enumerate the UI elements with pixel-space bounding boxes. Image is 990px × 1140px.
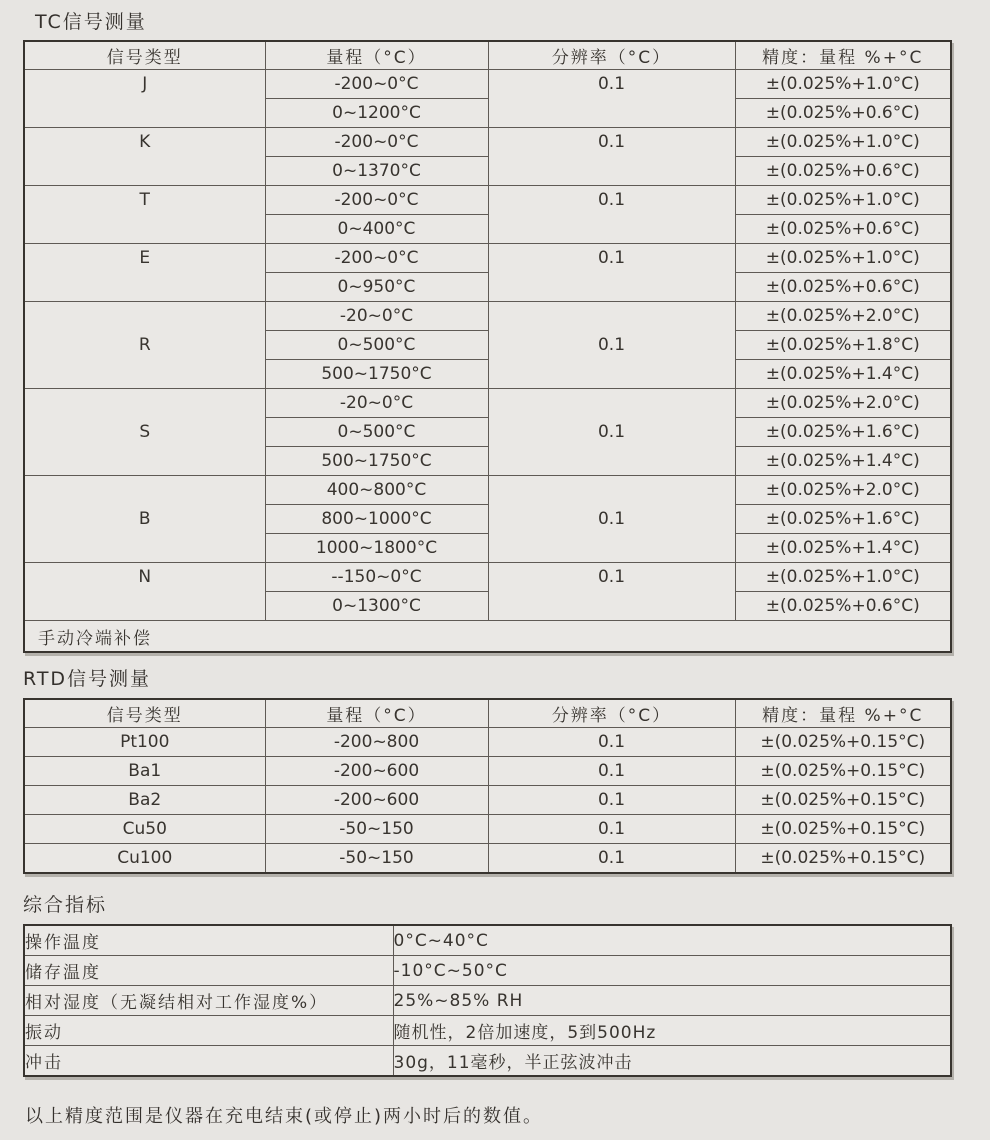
table-row [24,1016,951,1046]
tc-range-cell: 500~1750°C [265,360,488,389]
table-row [24,728,951,757]
rtd-accuracy-cell: ±(0.025%+0.15°C) [735,844,951,874]
accuracy-note: 以上精度范围是仪器在充电结束(或停止)两小时后的数值。 [25,1106,544,1127]
rtd-type-cell: Ba2 [24,786,265,815]
tc-resolution-cell: 0.1 [488,70,735,128]
general-label-cell: 相对湿度（无凝结相对工作湿度%） [24,986,393,1016]
tc-accuracy-cell: ±(0.025%+1.0°C) [735,128,951,157]
table-row [24,186,951,215]
table-row [24,986,951,1016]
tc-resolution-cell: 0.1 [488,186,735,244]
rtd-range-cell: -200~800 [265,728,488,757]
tc-range-cell: -200~0°C [265,70,488,99]
tc-header-accuracy: 精度：量程 %+°C [735,41,951,70]
tc-footer-row [24,621,951,653]
tc-accuracy-cell: ±(0.025%+1.6°C) [735,505,951,534]
table-row [24,925,951,956]
general-value-cell: 随机性，2倍加速度，5到500Hz [393,1016,951,1046]
table-row [24,128,951,157]
table-row [24,1046,951,1077]
tc-table [23,40,952,653]
tc-accuracy-cell: ±(0.025%+1.6°C) [735,418,951,447]
rtd-type-cell: Cu100 [24,844,265,874]
table-row [24,302,951,331]
table-row [24,563,951,592]
tc-range-cell: -200~0°C [265,244,488,273]
rtd-resolution-cell: 0.1 [488,844,735,874]
general-label-cell: 储存温度 [24,956,393,986]
rtd-accuracy-cell: ±(0.025%+0.15°C) [735,728,951,757]
general-label-cell: 振动 [24,1016,393,1046]
table-row [24,70,951,99]
tc-resolution-cell: 0.1 [488,128,735,186]
tc-range-cell: 0~500°C [265,331,488,360]
table-row [24,244,951,273]
tc-accuracy-cell: ±(0.025%+1.4°C) [735,534,951,563]
tc-accuracy-cell: ±(0.025%+0.6°C) [735,157,951,186]
rtd-type-cell: Ba1 [24,757,265,786]
table-row [24,956,951,986]
tc-accuracy-cell: ±(0.025%+1.4°C) [735,360,951,389]
tc-accuracy-cell: ±(0.025%+0.6°C) [735,273,951,302]
tc-resolution-cell: 0.1 [488,563,735,621]
tc-header-range: 量程（°C） [265,41,488,70]
rtd-section-title: RTD信号测量 [23,668,152,690]
tc-range-cell: 0~400°C [265,215,488,244]
tc-type-cell: T [24,186,265,244]
tc-range-cell: -20~0°C [265,389,488,418]
rtd-accuracy-cell: ±(0.025%+0.15°C) [735,757,951,786]
tc-range-cell: 1000~1800°C [265,534,488,563]
table-row [24,476,951,505]
rtd-resolution-cell: 0.1 [488,786,735,815]
tc-type-cell: S [24,389,265,476]
tc-accuracy-cell: ±(0.025%+1.4°C) [735,447,951,476]
tc-accuracy-cell: ±(0.025%+1.0°C) [735,186,951,215]
rtd-header-range: 量程（°C） [265,699,488,728]
tc-range-cell: --150~0°C [265,563,488,592]
tc-header-signal-type: 信号类型 [24,41,265,70]
tc-accuracy-cell: ±(0.025%+0.6°C) [735,215,951,244]
rtd-header-row [24,699,951,728]
tc-header-row [24,41,951,70]
tc-range-cell: -200~0°C [265,128,488,157]
tc-type-cell: R [24,302,265,389]
tc-resolution-cell: 0.1 [488,302,735,389]
rtd-range-cell: -50~150 [265,844,488,874]
tc-resolution-cell: 0.1 [488,244,735,302]
rtd-type-cell: Cu50 [24,815,265,844]
general-label-cell: 操作温度 [24,925,393,956]
general-section-title: 综合指标 [23,894,108,916]
tc-resolution-cell: 0.1 [488,476,735,563]
table-row [24,757,951,786]
tc-range-cell: 0~1370°C [265,157,488,186]
table-row [24,389,951,418]
rtd-accuracy-cell: ±(0.025%+0.15°C) [735,815,951,844]
general-label-cell: 冲击 [24,1046,393,1077]
tc-range-cell: -200~0°C [265,186,488,215]
tc-range-cell: 0~950°C [265,273,488,302]
tc-accuracy-cell: ±(0.025%+1.0°C) [735,563,951,592]
rtd-header-resolution: 分辨率（°C） [488,699,735,728]
tc-accuracy-cell: ±(0.025%+1.8°C) [735,331,951,360]
tc-section-title: TC信号测量 [35,11,147,33]
tc-type-cell: B [24,476,265,563]
tc-range-cell: -20~0°C [265,302,488,331]
general-value-cell: 0°C~40°C [393,925,951,956]
tc-footer-note: 手动冷端补偿 [24,621,951,653]
tc-resolution-cell: 0.1 [488,389,735,476]
rtd-range-cell: -200~600 [265,786,488,815]
tc-accuracy-cell: ±(0.025%+1.0°C) [735,244,951,273]
rtd-accuracy-cell: ±(0.025%+0.15°C) [735,786,951,815]
table-row [24,786,951,815]
tc-range-cell: 500~1750°C [265,447,488,476]
tc-range-cell: 0~1200°C [265,99,488,128]
tc-range-cell: 0~500°C [265,418,488,447]
tc-type-cell: J [24,70,265,128]
tc-type-cell: K [24,128,265,186]
rtd-header-signal-type: 信号类型 [24,699,265,728]
tc-range-cell: 800~1000°C [265,505,488,534]
rtd-resolution-cell: 0.1 [488,728,735,757]
table-row [24,815,951,844]
tc-accuracy-cell: ±(0.025%+2.0°C) [735,389,951,418]
rtd-resolution-cell: 0.1 [488,757,735,786]
rtd-type-cell: Pt100 [24,728,265,757]
tc-accuracy-cell: ±(0.025%+2.0°C) [735,476,951,505]
tc-header-resolution: 分辨率（°C） [488,41,735,70]
tc-range-cell: 0~1300°C [265,592,488,621]
general-table [23,924,952,1077]
tc-accuracy-cell: ±(0.025%+2.0°C) [735,302,951,331]
rtd-resolution-cell: 0.1 [488,815,735,844]
tc-type-cell: E [24,244,265,302]
rtd-range-cell: -200~600 [265,757,488,786]
general-value-cell: 25%~85% RH [393,986,951,1016]
tc-accuracy-cell: ±(0.025%+1.0°C) [735,70,951,99]
tc-type-cell: N [24,563,265,621]
general-value-cell: -10°C~50°C [393,956,951,986]
tc-accuracy-cell: ±(0.025%+0.6°C) [735,99,951,128]
table-row [24,844,951,874]
rtd-header-accuracy: 精度：量程 %+°C [735,699,951,728]
rtd-table [23,698,952,874]
tc-accuracy-cell: ±(0.025%+0.6°C) [735,592,951,621]
general-value-cell: 30g，11毫秒，半正弦波冲击 [393,1046,951,1077]
tc-range-cell: 400~800°C [265,476,488,505]
rtd-range-cell: -50~150 [265,815,488,844]
